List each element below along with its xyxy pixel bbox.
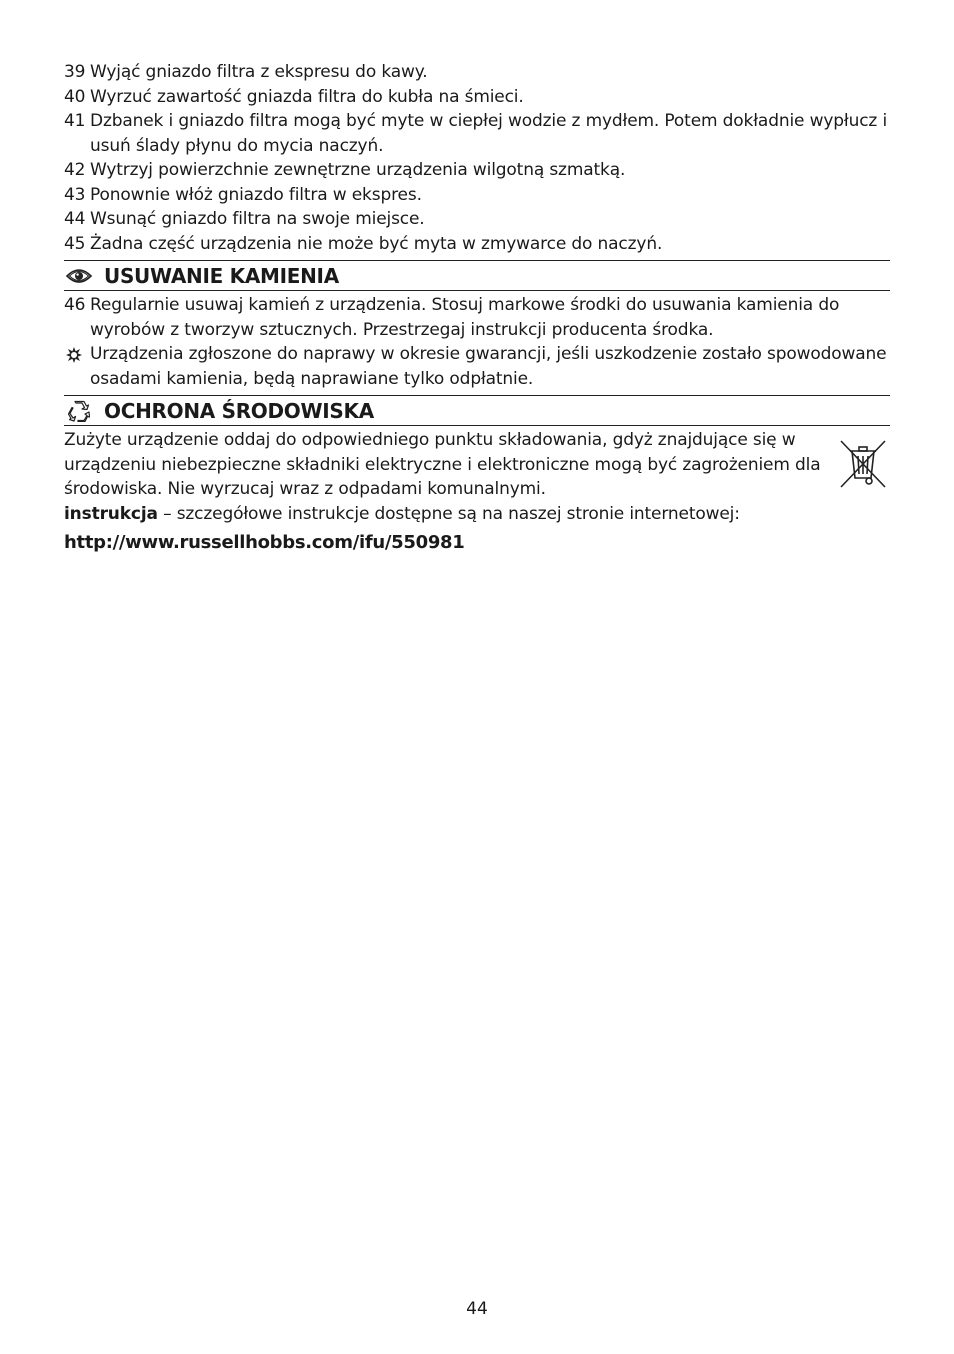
warranty-note — [64, 342, 890, 391]
list-item — [64, 207, 890, 232]
item-text: Regularnie usuwaj kamień z urządzenia. Stosuj markowe środki do usuwania kamienia do wyrobów z tworzyw sztucznych. Przestrzegaj instrukcji producenta środka. — [90, 295, 840, 340]
item-number: 40 — [64, 86, 86, 107]
instructions-line — [64, 502, 890, 527]
list-item — [64, 232, 890, 257]
instructions-label: instrukcja — [64, 503, 158, 524]
list-item — [64, 85, 890, 110]
item-text: Żadna część urządzenia nie może być myta w zmywarce do naczyń. — [90, 233, 663, 254]
item-number: 46 — [64, 295, 86, 315]
item-text: Dzbanek i gniazdo filtra mogą być myte w ciepłej wodzie z mydłem. Potem dokładnie wypłucz i usuń ślady płynu do mycia naczyń. — [90, 111, 888, 156]
disposal-text: Zużyte urządzenie oddaj do odpowiedniego punktu składowania, gdyż znajdujące się w urządzeniu niebezpieczne składniki elektryczne i elektroniczne mogą być zagrożeniem dla środowiska. Nie wyrzucaj wraz z odpadami komunalnymi. — [64, 430, 821, 499]
eye-icon — [66, 265, 92, 287]
item-number: 44 — [64, 209, 86, 229]
item-number: 43 — [64, 184, 86, 205]
item-text: Wyjąć gniazdo filtra z ekspresu do kawy. — [90, 62, 428, 82]
recycle-icon — [66, 400, 92, 422]
page-number: 44 — [466, 1299, 488, 1319]
item-number: 45 — [64, 233, 86, 254]
item-text: Wytrzyj powierzchnie zewnętrzne urządzenia wilgotną szmatką. — [90, 160, 626, 180]
list-item — [64, 60, 890, 85]
item-number: 39 — [64, 62, 86, 82]
list-item — [64, 293, 890, 342]
instructions-url[interactable]: http://www.russellhobbs.com/ifu/550981 — [64, 532, 465, 553]
cleaning-steps-list — [64, 60, 890, 256]
note-text: Urządzenia zgłoszone do naprawy w okresie gwarancji, jeśli uszkodzenie zostało spowodowane osadami kamienia, będą naprawiane tylko odpłatnie. — [90, 344, 887, 389]
section-header-environment — [64, 395, 890, 426]
list-item — [64, 109, 890, 158]
item-text: Wyrzuć zawartość gniazda filtra do kubła na śmieci. — [90, 86, 524, 107]
item-text: Wsunąć gniazdo filtra na swoje miejsce. — [90, 209, 425, 229]
section-title: USUWANIE KAMIENIA — [104, 263, 339, 288]
item-number: 41 — [64, 111, 86, 131]
item-number: 42 — [64, 160, 86, 180]
section-header-descaling — [64, 260, 890, 291]
item-text: Ponownie włóż gniazdo filtra w ekspres. — [90, 184, 422, 205]
disposal-paragraph — [64, 428, 890, 502]
list-item — [64, 183, 890, 208]
document-page — [64, 60, 890, 553]
section-title: OCHRONA ŚRODOWISKA — [104, 398, 374, 423]
sun-icon — [66, 346, 82, 362]
instructions-text: – szczegółowe instrukcje dostępne są na naszej stronie internetowej: — [157, 503, 740, 524]
crossed-bin-icon — [838, 438, 888, 490]
list-item — [64, 158, 890, 183]
